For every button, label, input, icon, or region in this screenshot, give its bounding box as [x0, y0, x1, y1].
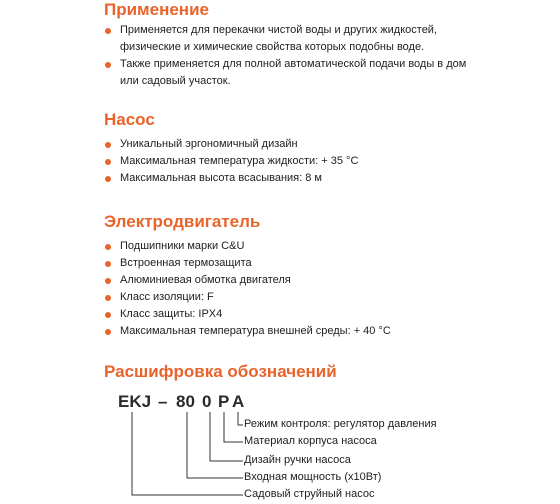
legend-item: Садовый струйный насос [244, 488, 375, 500]
code-material: P [218, 392, 230, 411]
code-control: A [232, 392, 245, 411]
legend-item: Дизайн ручки насоса [244, 454, 351, 466]
list-item: Класс защиты: IPX4 [104, 306, 391, 323]
section-heading: Расшифровка обозначений [104, 362, 337, 381]
section-heading: Применение [104, 0, 209, 19]
legend-item: Режим контроля: регулятор давления [244, 418, 437, 430]
code-power: 80 [176, 392, 195, 411]
list-item: Встроенная термозащита [104, 255, 391, 272]
list-item-continuation: физические и химические свойства которых подобны воде. [120, 41, 425, 53]
section-heading: Электродвигатель [104, 212, 261, 231]
legend-item: Входная мощность (x10Вт) [244, 471, 382, 483]
list-item: Максимальная температура внешней среды: + 40 °С [104, 323, 391, 340]
connector-control [238, 412, 243, 425]
list-item: Также применяется для полной автоматической подачи воды в дом [104, 56, 466, 73]
list-item: Подшипники марки C&U [104, 238, 391, 255]
connector-power [187, 412, 243, 478]
code-series: EKJ [118, 392, 152, 411]
connector-material [224, 412, 243, 442]
code-handle: 0 [202, 392, 212, 411]
code-dash: – [158, 392, 168, 411]
list-item: Применяется для перекачки чистой воды и других жидкостей, [104, 22, 466, 39]
section-heading: Насос [104, 110, 155, 129]
list-item-continuation: или садовый участок. [120, 75, 231, 87]
legend-item: Материал корпуса насоса [244, 435, 377, 447]
list-item: Класс изоляции: F [104, 289, 391, 306]
list-item: Уникальный эргономичный дизайн [104, 136, 358, 153]
list-item: Алюминиевая обмотка двигателя [104, 272, 391, 289]
list-item: Максимальная температура жидкости: + 35 °С [104, 153, 358, 170]
list-item: Максимальная высота всасывания: 8 м [104, 170, 358, 187]
